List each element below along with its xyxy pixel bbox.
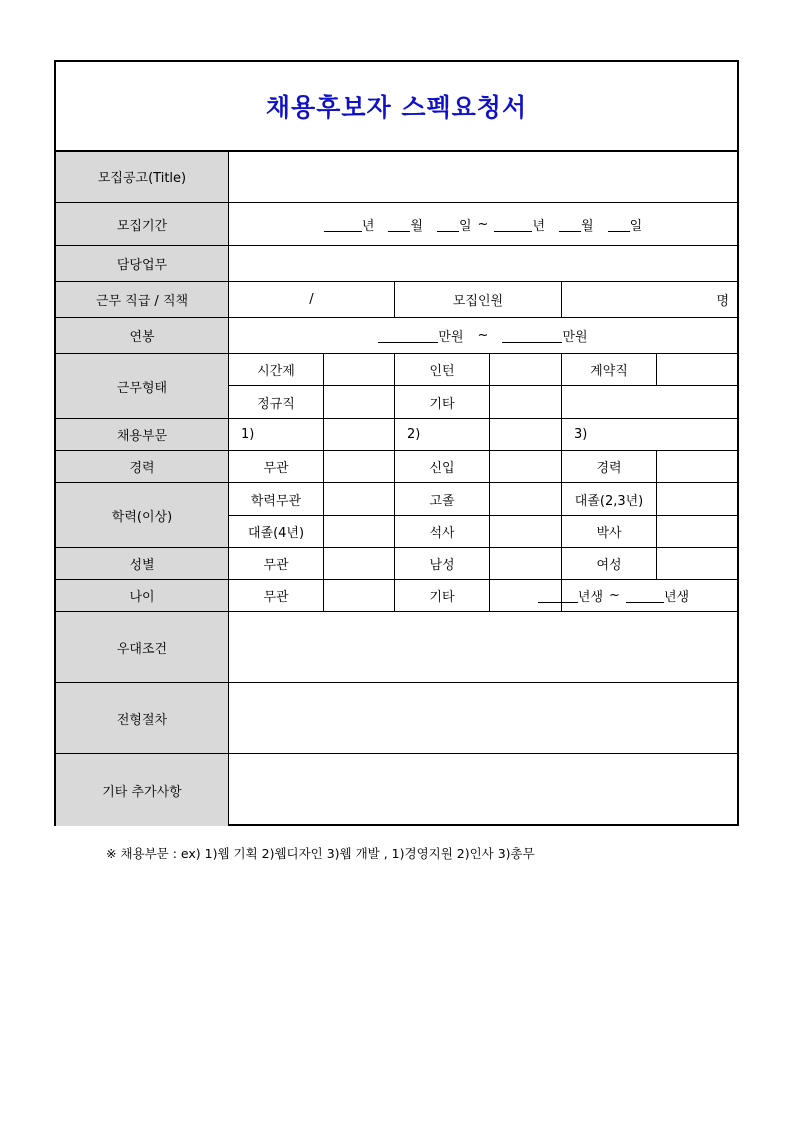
work-type-contract: 계약직: [590, 364, 628, 379]
part-time-check[interactable]: [324, 354, 394, 385]
dept-3-input[interactable]: 3): [574, 427, 588, 442]
period-month-end: 월: [581, 218, 594, 234]
edu-college: 대졸(2,3년): [574, 493, 644, 509]
blank-line: [538, 588, 578, 603]
label-gender: 성별: [129, 558, 155, 573]
edu-any-check[interactable]: [324, 483, 394, 515]
age-other: 기타: [429, 590, 455, 605]
footnote: ※ 채용부문 : ex) 1)웹 기획 2)웹디자인 3)웹 개발 , 1)경영지원 2)인사 3)총무: [106, 846, 535, 861]
period-day-end: 일: [629, 218, 643, 234]
gender-male-check[interactable]: [490, 548, 561, 579]
edu-high-check[interactable]: [490, 483, 561, 515]
dept-2-input[interactable]: 2): [407, 427, 421, 442]
blank-line: [324, 217, 362, 232]
career-any-check[interactable]: [324, 451, 394, 482]
headcount-input[interactable]: 명: [716, 294, 729, 309]
career-any: 무관: [263, 461, 289, 476]
blank-line: [388, 217, 410, 232]
gender-female-check[interactable]: [657, 548, 737, 579]
gender-any-check[interactable]: [324, 548, 394, 579]
blank-line: [559, 217, 581, 232]
period-tilde: ~: [477, 216, 489, 232]
salary-unit-min: 만원: [438, 330, 464, 345]
label-dept: 채용부문: [116, 429, 168, 444]
salary-tilde: ~: [477, 328, 489, 343]
age-any: 무관: [263, 590, 289, 605]
age-born-start: 년생: [577, 590, 604, 605]
career-new: 신입: [429, 461, 455, 476]
edu-master-check[interactable]: [490, 516, 561, 547]
gender-any: 무관: [263, 558, 289, 573]
preference-input[interactable]: [229, 612, 737, 682]
work-type-intern: 인턴: [429, 364, 455, 379]
label-age: 나이: [129, 590, 155, 605]
label-rank: 근무 직급 / 직책: [95, 294, 189, 309]
work-type-other-input[interactable]: [490, 386, 737, 418]
career-new-check[interactable]: [490, 451, 561, 482]
blank-line: [437, 217, 459, 232]
age-tilde: ~: [609, 588, 620, 603]
label-salary: 연봉: [129, 330, 155, 345]
work-type-part-time: 시간제: [257, 364, 295, 379]
edu-univ: 대졸(4년): [247, 526, 305, 541]
label-notice: 모집공고(Title): [97, 171, 187, 186]
blank-line: [608, 217, 630, 232]
label-career: 경력: [129, 461, 155, 476]
career-experienced: 경력: [596, 461, 622, 476]
label-work-type: 근무형태: [116, 380, 168, 396]
spec-request-form: [54, 60, 739, 826]
label-extra: 기타 추가사항: [102, 784, 182, 800]
period-day-start: 일: [458, 218, 472, 234]
edu-master: 석사: [429, 526, 455, 541]
label-process: 전형절차: [116, 712, 168, 728]
edu-univ-check[interactable]: [324, 516, 394, 547]
label-education: 학력(이상): [111, 509, 173, 525]
salary-input[interactable]: [229, 318, 737, 353]
gender-male: 남성: [429, 558, 455, 573]
regular-check[interactable]: [324, 386, 394, 418]
blank-line: [378, 328, 438, 343]
period-month-start: 월: [410, 218, 423, 234]
process-input[interactable]: [229, 683, 737, 753]
salary-unit-max: 만원: [562, 330, 588, 345]
work-type-other: 기타: [429, 396, 455, 412]
form-title: 채용후보자 스펙요청서: [265, 93, 528, 122]
dept-1-input[interactable]: 1): [241, 427, 255, 442]
headcount-label: 모집인원: [452, 294, 504, 309]
blank-line: [502, 328, 562, 343]
label-preference: 우대조건: [116, 641, 168, 657]
contract-check[interactable]: [657, 354, 737, 385]
age-range-input[interactable]: [490, 580, 737, 611]
blank-line: [626, 588, 664, 603]
period-year-end: 년: [532, 218, 546, 234]
period-year-start: 년: [361, 218, 375, 234]
edu-doctor-check[interactable]: [657, 516, 737, 547]
notice-input[interactable]: [229, 151, 737, 202]
rank-input[interactable]: /: [309, 292, 314, 307]
period-input[interactable]: [229, 203, 737, 245]
extra-input[interactable]: [229, 754, 737, 826]
age-born-end: 년생: [663, 590, 690, 605]
edu-doctor: 박사: [596, 526, 622, 541]
duty-input[interactable]: [229, 246, 737, 281]
label-duty: 담당업무: [116, 258, 168, 273]
edu-any: 학력무관: [250, 493, 302, 509]
label-period: 모집기간: [116, 218, 168, 234]
edu-high: 고졸: [429, 493, 455, 509]
age-any-check[interactable]: [324, 580, 394, 611]
gender-female: 여성: [596, 558, 622, 573]
edu-college-check[interactable]: [657, 483, 737, 515]
work-type-regular: 정규직: [257, 396, 295, 412]
blank-line: [494, 217, 532, 232]
intern-check[interactable]: [490, 354, 561, 385]
career-experienced-check[interactable]: [657, 451, 737, 482]
